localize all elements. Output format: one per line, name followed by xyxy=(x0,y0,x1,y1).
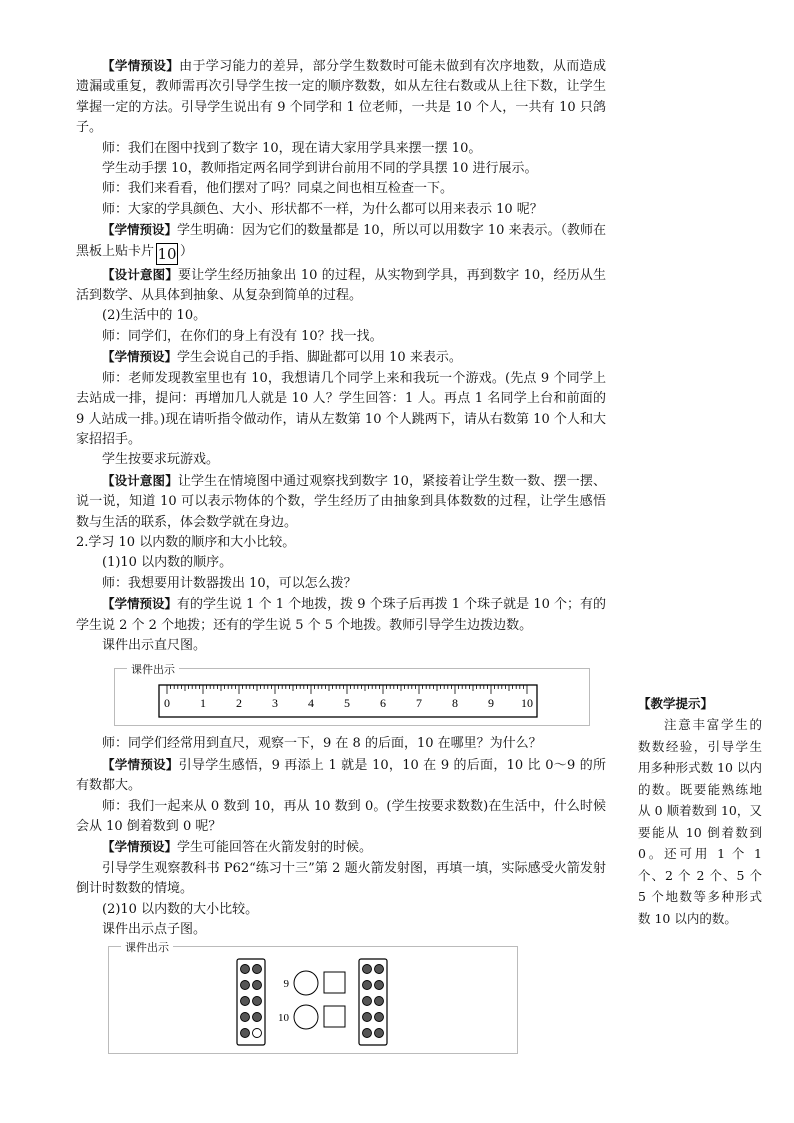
paragraph xyxy=(76,179,606,199)
row-number: 10 xyxy=(278,1012,289,1025)
dot xyxy=(375,997,384,1006)
paragraph xyxy=(76,755,606,797)
dot xyxy=(241,1029,250,1038)
ruler-number: 5 xyxy=(344,696,350,711)
ruler-number: 3 xyxy=(272,696,278,711)
paragraph xyxy=(76,450,606,470)
ruler-figure xyxy=(114,663,590,726)
paragraph-text: 师：同学们经常用到直尺，观察一下，9 在 8 的后面，10 在哪里？为什么？ xyxy=(102,736,542,752)
ruler-number: 9 xyxy=(488,696,494,711)
main-content xyxy=(76,56,606,1060)
paragraph-text: 师：同学们，在你们的身上有没有 10？找一找。 xyxy=(102,328,383,344)
tag-label: 【学情预设】 xyxy=(102,596,178,612)
paragraph-card xyxy=(76,220,606,264)
paragraph xyxy=(76,159,606,179)
paragraph-text: 让学生在情境图中通过观察找到数字 10，紧接着让学生数一数、摆一摆、说一说，知道 10 可以表示物体的个数，学生经历了由抽象到具体数数的过程，让学生感悟数与生活的联系，体会数学就在身边。 xyxy=(76,473,606,530)
figure-label: 课件出示 xyxy=(121,939,173,955)
compare-circle xyxy=(294,1005,318,1029)
paragraph-text: 课件出示点子图。 xyxy=(102,922,207,938)
paragraph-text: (1)10 以内数的顺序。 xyxy=(102,555,233,571)
tip-title: 【教学提示】 xyxy=(638,696,714,711)
paragraph-text: 学生按要求玩游戏。 xyxy=(102,452,220,468)
paragraph xyxy=(76,347,606,368)
tag-label: 【设计意图】 xyxy=(102,266,179,282)
answer-box xyxy=(324,972,345,993)
paragraph xyxy=(76,265,606,307)
dot xyxy=(253,965,262,974)
dot xyxy=(375,965,384,974)
ruler-number: 0 xyxy=(164,696,170,711)
dot-figure xyxy=(108,941,518,1054)
ruler-number: 1 xyxy=(200,696,206,711)
paragraph-text: 学生明确：因为它们的数量都是 10，所以可以用数字 10 来表示。（教师在黑板上贴卡片 xyxy=(76,223,606,259)
dot xyxy=(253,1013,262,1022)
paragraph xyxy=(76,471,606,533)
ruler-number: 10 xyxy=(521,696,533,711)
paragraph-text: 要让学生经历抽象出 10 的过程，从实物到学具，再到数字 10，经历从生活到数学、从具体到抽象、从复杂到简单的过程。 xyxy=(76,267,606,304)
paragraph-text: 有的学生说 1 个 1 个地拨，拨 9 个珠子后再拨 1 个珠子就是 10 个；有的学生说 2 个 2 个地拨；还有的学生说 5 个 5 个地拨。教师引导学生边拨边数。 xyxy=(76,597,606,633)
bottom-paragraphs xyxy=(76,734,606,940)
paragraph-text: 师：我们在图中找到了数字 10，现在请大家用学具来摆一摆 10。 xyxy=(102,140,482,156)
tag-label: 【学情预设】 xyxy=(102,839,178,855)
paragraph xyxy=(76,533,606,553)
paragraph xyxy=(76,327,606,347)
paragraph-text: 学生可能回答在火箭发射的时候。 xyxy=(177,840,373,856)
paragraph xyxy=(76,920,606,940)
number-card: 10 xyxy=(157,244,177,263)
ruler-number: 8 xyxy=(452,696,458,711)
paragraph-text: (2)10 以内数的大小比较。 xyxy=(102,901,259,917)
paragraph-text: 师：大家的学具颜色、大小、形状都不一样，为什么都可以用来表示 10 呢？ xyxy=(102,201,543,217)
dot xyxy=(241,965,250,974)
dot xyxy=(363,1013,372,1022)
dot xyxy=(253,997,262,1006)
paragraph-text: 2.学习 10 以内数的顺序和大小比较。 xyxy=(76,534,296,550)
paragraph-text: (2)生活中的 10。 xyxy=(102,308,207,324)
compare-circle xyxy=(294,971,318,995)
tag-label: 【学情预设】 xyxy=(102,222,178,238)
paragraph-text: 师：我们来看看，他们摆对了吗？同桌之间也相互检查一下。 xyxy=(102,181,454,197)
dot xyxy=(375,1013,384,1022)
row-number: 9 xyxy=(283,978,289,991)
tip-text: 注意丰富学生的数数经验，引导学生用多种形式数 10 以内的数。既要能熟练地从 0 顺着数到 10，又要能从 10 倒着数到 0。还可用 1 个 1 个、2 个 2 个、5 个 5 个地数等多种形式数 10 以内的数。 xyxy=(638,717,762,926)
ruler-graphic xyxy=(115,669,589,725)
dot xyxy=(363,981,372,990)
dot xyxy=(363,965,372,974)
dot xyxy=(375,1029,384,1038)
paragraph-text: 引导学生感悟，9 再添上 1 就是 10，10 在 9 的后面，10 比 0～9 的所有数都大。 xyxy=(76,757,606,794)
dot-graphic xyxy=(109,947,517,1053)
paragraph xyxy=(76,900,606,920)
dot xyxy=(253,981,262,990)
teaching-tip xyxy=(638,694,762,929)
dot xyxy=(363,1029,372,1038)
paragraph xyxy=(76,574,606,594)
top-paragraphs xyxy=(76,56,606,220)
paragraph xyxy=(76,56,606,139)
answer-box xyxy=(324,1006,345,1027)
paragraph xyxy=(76,200,606,220)
paragraph-text: ） xyxy=(180,243,194,259)
tag-label: 【设计意图】 xyxy=(102,472,178,488)
ruler-number: 2 xyxy=(236,696,242,711)
dot xyxy=(241,1013,250,1022)
middle-paragraphs xyxy=(76,265,606,657)
tag-label: 【学情预设】 xyxy=(102,756,179,772)
tag-label: 【学情预设】 xyxy=(102,349,178,365)
dot xyxy=(363,997,372,1006)
figure-label: 课件出示 xyxy=(127,661,179,677)
paragraph-text: 学生会说自己的手指、脚趾都可以用 10 来表示。 xyxy=(177,350,462,366)
paragraph-text: 师：我想要用计数器拨出 10，可以怎么拨？ xyxy=(102,575,357,591)
paragraph xyxy=(76,369,606,451)
paragraph-text: 课件出示直尺图。 xyxy=(102,637,207,653)
dot xyxy=(253,1029,262,1038)
paragraph xyxy=(76,837,606,858)
ruler-number: 6 xyxy=(380,696,386,711)
paragraph xyxy=(76,859,606,900)
paragraph-text: 由于学习能力的差异，部分学生数数时可能未做到有次序地数，从而造成遗漏或重复，教师需再次引导学生按一定的顺序数数，如从左往右数或从上往下数，让学生掌握一定的方法。引导学生说出有 9 个同学和 1 位老师，一共是 10 个人，一共有 10 只鸽子。 xyxy=(76,59,606,136)
paragraph-text: 师：老师发现教室里也有 10，我想请几个同学上来和我玩一个游戏。(先点 9 个同学上去站成一排，提问：再增加几人就是 10 人？学生回答：1 人。再点 1 名同学上台和前面的 9 人站成一排。)现在请听指令做动作，请从左数第 10 个人跳两下，请从右数第 10 个人和大家招招手。 xyxy=(76,370,606,447)
dot xyxy=(241,997,250,1006)
dot xyxy=(241,981,250,990)
paragraph-text: 学生动手摆 10，教师指定两名同学到讲台前用不同的学具摆 10 进行展示。 xyxy=(102,161,538,177)
paragraph xyxy=(76,734,606,754)
paragraph xyxy=(76,139,606,159)
tag-label: 【学情预设】 xyxy=(102,58,180,73)
paragraph xyxy=(76,797,606,838)
paragraph xyxy=(76,594,606,636)
paragraph xyxy=(76,636,606,656)
paragraph-text: 引导学生观察教科书 P62“练习十三”第 2 题火箭发射图，再填一填，实际感受火箭发射倒计时数数的情境。 xyxy=(76,860,606,897)
dot xyxy=(375,981,384,990)
paragraph xyxy=(76,306,606,326)
ruler-number: 7 xyxy=(416,696,422,711)
paragraph xyxy=(76,553,606,573)
ruler-number: 4 xyxy=(308,696,314,711)
paragraph-text: 师：我们一起来从 0 数到 10，再从 10 数到 0。(学生按要求数数)在生活中，什么时候会从 10 倒着数到 0 呢？ xyxy=(76,798,606,834)
